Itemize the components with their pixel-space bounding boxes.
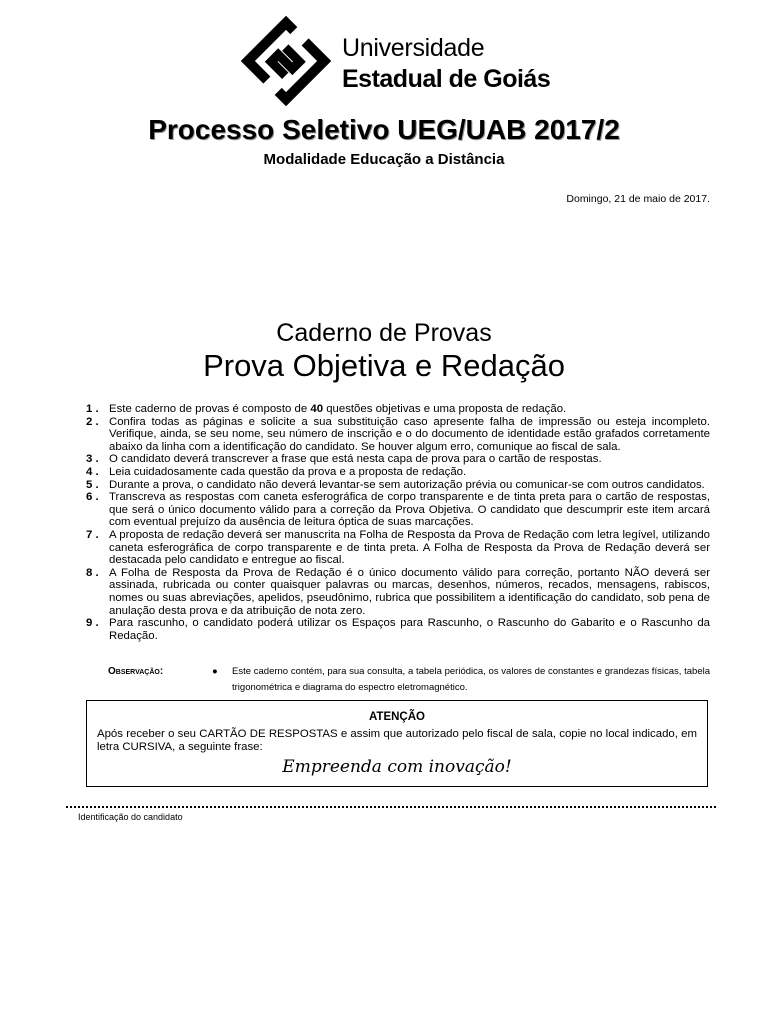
observation-text: Este caderno contém, para sua consulta, a tabela periódica, os valores de constantes e grandezas físicas, tabela trigonométrica e diagrama do espectro eletromagnético.	[232, 666, 710, 693]
bullet-icon: ●	[212, 666, 218, 677]
instruction-number: 2 .	[86, 415, 99, 428]
page-title: Processo Seletivo UEG/UAB 2017/2	[148, 114, 620, 145]
page-subtitle: Modalidade Educação a Distância	[263, 151, 505, 168]
instruction-item	[86, 491, 710, 529]
booklet-heading: Caderno de Provas	[276, 319, 492, 347]
candidate-identification-label: Identificação do candidato	[78, 812, 183, 822]
instruction-item	[86, 567, 710, 617]
exam-heading: Prova Objetiva e Redação	[203, 348, 565, 383]
instructions-list	[86, 403, 710, 642]
instruction-text: Durante a prova, o candidato não deverá levantar-se sem autorização prévia ou comunicar-se com outros candidatos.	[109, 478, 705, 491]
instruction-number: 4 .	[86, 465, 99, 478]
question-count: 40	[310, 403, 324, 415]
instruction-item	[86, 617, 710, 642]
instruction-text: Confira todas as páginas e solicite a sua substituição caso apresente falha de impressão ou esteja incompleto. Verifique, ainda, se seu nome, seu número de inscrição e o do documento de identidade estão grafados corretamente abaixo da linha com a identificação do candidato. Se houver algum erro, comunique ao fiscal de sala.	[109, 415, 710, 453]
instruction-number: 5 .	[86, 478, 99, 491]
university-logo	[240, 16, 551, 108]
instruction-text: Transcreva as respostas com caneta esferográfica de corpo transparente e de tinta preta para o cartão de respostas, que será o único documento válido para a correção da Prova Objetiva. O candidato que descumprir este item arcará com eventual prejuízo da ausência de leitura óptica de suas marcações.	[109, 491, 710, 529]
observation-label: Observação:	[108, 666, 164, 677]
attention-box	[86, 700, 708, 787]
attention-text: Após receber o seu CARTÃO DE RESPOSTAS e assim que autorizado pelo fiscal de sala, copie no local indicado, em letra CURSIVA, a seguinte frase:	[97, 728, 697, 753]
logo-text-line1: Universidade	[342, 34, 485, 62]
exam-date: Domingo, 21 de maio de 2017.	[566, 193, 710, 205]
attention-phrase: Empreenda com inovação!	[282, 757, 512, 777]
instruction-text: Leia cuidadosamente cada questão da prova e a proposta de redação.	[109, 465, 467, 478]
instruction-text: Este caderno de provas é composto de	[109, 403, 311, 415]
instruction-text: A Folha de Resposta da Prova de Redação é o único documento válido para correção, portanto NÃO deverá ser assinada, rubricada ou conter quaisquer palavras ou marcas, desenhos, números, recados, mensagens, rabiscos, nomes ou suas abreviações, apelidos, pseudônimo, rubrica que possibilitem a identificação do candidato, sob pena de anulação desta prova e da atribuição de nota zero.	[109, 566, 710, 617]
instruction-number: 1 .	[86, 403, 99, 415]
instruction-number: 6 .	[86, 491, 99, 504]
instruction-item	[86, 529, 710, 567]
instruction-item	[86, 479, 710, 492]
dotted-divider	[66, 806, 716, 808]
observation-block	[108, 664, 710, 696]
instruction-item	[86, 466, 710, 479]
instruction-text: Para rascunho, o candidato poderá utilizar os Espaços para Rascunho, o Rascunho do Gabarito e o Rascunho da Redação.	[109, 617, 710, 642]
instruction-text: A proposta de redação deverá ser manuscrita na Folha de Resposta da Prova de Redação com letra legível, utilizando caneta esferográfica de corpo transparente e de tinta preta. A Folha de Resposta da Prova de Redação deverá ser destacada pelo candidato e entregue ao fiscal.	[109, 528, 710, 567]
instruction-item	[86, 416, 710, 454]
instruction-item	[86, 403, 710, 416]
instruction-text: O candidato deverá transcrever a frase que está nesta capa de prova para o cartão de respostas.	[109, 453, 602, 466]
attention-title: ATENÇÃO	[368, 711, 425, 723]
logo-text-line2: Estadual de Goiás	[342, 65, 551, 93]
instruction-item	[86, 453, 710, 466]
ueg-logo-icon	[240, 16, 332, 106]
instruction-number: 8 .	[86, 566, 99, 579]
instruction-number: 9 .	[86, 617, 99, 630]
instruction-number: 3 .	[86, 453, 99, 466]
instruction-number: 7 .	[86, 528, 99, 541]
instruction-text: questões objetivas e uma proposta de redação.	[323, 403, 567, 415]
